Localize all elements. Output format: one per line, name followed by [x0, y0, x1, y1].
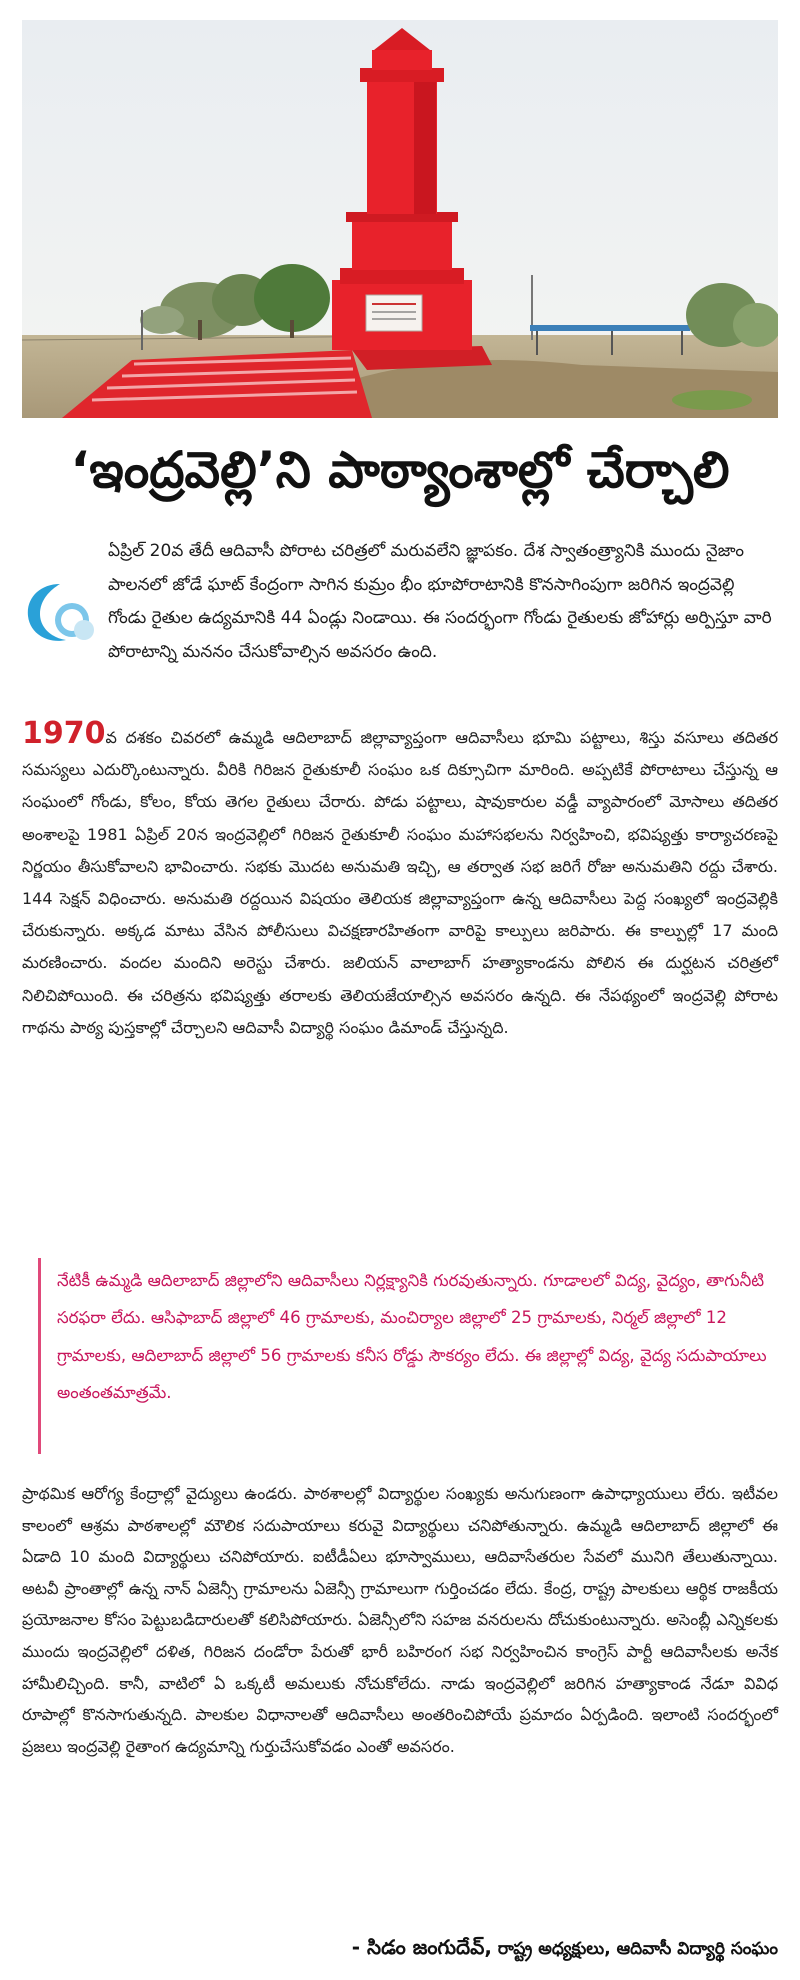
- intro-text: ఏప్రిల్ 20వ తేదీ ఆదివాసీ పోరాట చరిత్రలో మరువలేని జ్ఞాపకం. దేశ స్వాతంత్ర్యానికి ముందు నైజాం పాలనలో జోడే ఘాట్ కేంద్రంగా సాగిన కుమ్రం భీం భూపోరాటానికి కొనసాగింపుగా జరిగిన ఇంద్రవెల్లి గోండు రైతుల ఉద్యమానికి 44 ఏండ్లు నిండాయి. ఈ సందర్భంగా గోండు రైతులకు జోహార్లు అర్పిస్తూ వారి పోరాటాన్ని మననం చేసుకోవాల్సిన అవసరం ఉంది.: [108, 541, 772, 662]
- body-paragraph-2: ప్రాథమిక ఆరోగ్య కేంద్రాల్లో వైద్యులు ఉండరు. పాఠశాలల్లో విద్యార్థుల సంఖ్యకు అనుగుణంగా ఉపాధ్యాయులు లేరు. ఇటీవల కాలంలో ఆశ్రమ పాఠశాలల్లో మౌలిక సదుపాయాలు కరువై విద్యార్థులు చనిపోతున్నారు. ఉమ్మడి ఆదిలాబాద్ జిల్లాలో ఈ ఏడాది 10 మంది విద్యార్థులు చనిపోయారు. ఐటీడీఏలు భూస్వాములు, ఆదివాసేతరుల సేవలో మునిగి తేలుతున్నాయి. అటవీ ప్రాంతాల్లో ఉన్న నాన్ ఏజెన్సీ గ్రామాలను ఏజెన్సీ గ్రామాలుగా గుర్తించడం లేదు. కేంద్ర, రాష్ట్ర పాలకులు ఆర్థిక రాజకీయ ప్రయోజనాల కోసం పెట్టుబడిదారులతో కలిసిపోయారు. ఏజెన్సీలోని సహజ వనరులను దోచుకుంటున్నారు. అసెంబ్లీ ఎన్నికలకు ముందు ఇంద్రవెల్లిలో దళిత, గిరిజన దండోరా పేరుతో భారీ బహిరంగ సభ నిర్వహించిన కాంగ్రెస్ పార్టీ ఆదివాసీలకు అనేక హామీలిచ్చింది. కానీ, వాటిలో ఏ ఒక్కటీ అమలుకు నోచుకోలేదు. నాడు ఇంద్రవెల్లిలో జరిగిన హత్యాకాండ నేడూ వివిధ రూపాల్లో కొనసాగుతున్నది. పాలకుల విధానాలతో ఆదివాసీలు అంతరించిపోయే ప్రమాదం ఏర్పడింది. ఇలాంటి సందర్భంలో ప్రజలు ఇంద్రవెల్లి రైతాంగ ఉద్యమాన్ని గుర్తుచేసుకోవడం ఎంతో అవసరం.: [22, 1484, 778, 1756]
- author-signature: [352, 1935, 778, 1964]
- body-text: వ దశకం చివరలో ఉమ్మడి ఆదిలాబాద్ జిల్లావ్యాప్తంగా ఆదివాసీలు భూమి పట్టాలు, శిస్తు వసూలు తదితర సమస్యలు ఎదుర్కొంటున్నారు. వీరికి గిరిజన రైతుకూలీ సంఘం ఒక దిక్సూచిగా మారింది. అప్పటికే పోరాటాలు చేస్తున్న ఆ సంఘంలో గోండు, కోలం, కోయ తెగల రైతులు చేరారు. పోడు పట్టాలు, షావుకారుల వడ్డీ వ్యాపారంలో మోసాలు తదితర అంశాలపై 1981 ఏప్రిల్ 20న ఇంద్రవెల్లిలో గిరిజన రైతుకూలీ సంఘం మహాసభలను నిర్వహించి, భవిష్యత్తు కార్యాచరణపై నిర్ణయం తీసుకోవాలని భావించారు. సభకు మొదట అనుమతి ఇచ్చి, ఆ తర్వాత సభ జరిగే రోజు అనుమతిని రద్దు చేశారు. 144 సెక్షన్ విధించారు. అనుమతి రద్దయిన విషయం తెలియక జిల్లావ్యాప్తంగా ఉన్న ఆదివాసీలు పెద్ద సంఖ్యలో ఇంద్రవెల్లికి చేరుకున్నారు. అక్కడ మాటు వేసిన పోలీసులు విచక్షణారహితంగా వారిపై కాల్పులు జరిపారు. ఈ కాల్పుల్లో 17 మంది మరణించారు. వందల మందిని అరెస్టు చేశారు. జలియన్ వాలాబాగ్ హత్యాకాండను పోలిన ఈ దుర్ఘటన చరిత్రలో నిలిచిపోయింది. ఈ చరిత్రను భవిష్యత్తు తరాలకు తెలియజేయాల్సిన అవసరం ఉన్నది. ఈ నేపథ్యంలో ఇంద్రవెల్లి పోరాట గాథను పాఠ్య పుస్తకాల్లో చేర్చాలని ఆదివాసీ విద్యార్థి సంఘం డిమాండ్ చేస్తున్నది.: [22, 728, 778, 1037]
- memorial-pillar-photo: [22, 20, 778, 418]
- author-name: - సిడం జంగుదేవ్,: [351, 1935, 492, 1959]
- dropcap-year: 1970: [22, 716, 106, 751]
- body-paragraph: [22, 716, 778, 1044]
- pullquote-callout: [38, 1258, 778, 1454]
- intro-paragraph: [108, 535, 778, 669]
- article-headline: ‘ఇంద్రవెల్లి’ని పాఠ్యాంశాల్లో చేర్చాలి: [70, 441, 730, 499]
- quote-bubble-icon: [22, 578, 98, 648]
- author-title: రాష్ట్ర అధ్యక్షులు, ఆదివాసీ విద్యార్థి సంఘం: [497, 1939, 778, 1959]
- callout-text: నేటికీ ఉమ్మడి ఆదిలాబాద్ జిల్లాలోని ఆదివాసీలు నిర్లక్ష్యానికి గురవుతున్నారు. గూడాలలో విద్య, వైద్యం, తాగునీటి సరఫరా లేదు. ఆసిఫాబాద్ జిల్లాలో 46 గ్రామాలకు, మంచిర్యాల జిల్లాలో 25 గ్రామాలకు, నిర్మల్ జిల్లాలో 12 గ్రామాలకు, ఆదిలాబాద్ జిల్లాలో 56 గ్రామాలకు కనీస రోడ్డు సౌకర్యం లేదు. ఈ జిల్లాల్లో విద్య, వైద్య సదుపాయాలు అంతంతమాత్రమే.: [57, 1271, 767, 1403]
- article-body: [22, 716, 778, 1044]
- article-body-continued: [22, 1478, 778, 1762]
